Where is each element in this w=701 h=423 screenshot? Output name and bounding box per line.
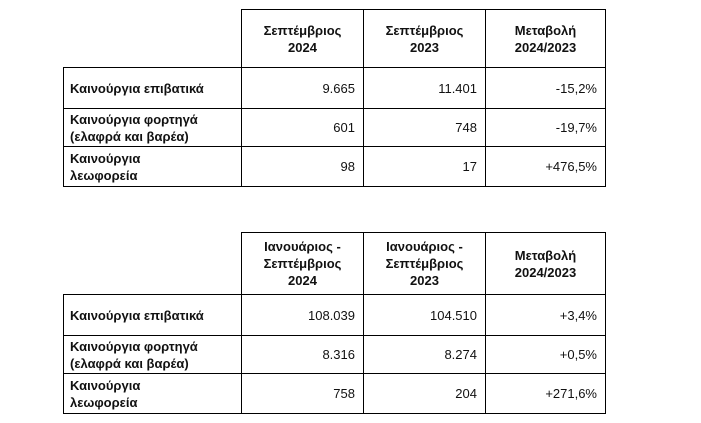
- row-label-line: Καινούργια: [70, 150, 141, 166]
- header-line: 2024/2023: [514, 264, 577, 280]
- row-label-line: (ελαφρά και βαρέα): [70, 355, 189, 371]
- header-empty-cell: [64, 10, 242, 68]
- header-line: Μεταβολή: [514, 247, 577, 263]
- table-row: [64, 374, 606, 414]
- row-label-line: Καινούργια φορτηγά: [70, 338, 198, 354]
- header-line: Σεπτέμβριος: [385, 256, 464, 271]
- value-change: -19,7%: [486, 109, 606, 147]
- row-label: [64, 374, 242, 414]
- row-label: [64, 295, 242, 336]
- row-label-line: Καινούργια: [70, 377, 141, 393]
- table-row: [64, 109, 606, 147]
- value-2024: 98: [242, 147, 364, 187]
- monthly-registrations-table: [63, 9, 606, 187]
- value-2024: 758: [242, 374, 364, 414]
- header-col-2023: [364, 233, 486, 295]
- table-header-row: [64, 233, 606, 295]
- value-change: +271,6%: [486, 374, 606, 414]
- header-line: 2024: [288, 39, 317, 55]
- row-label-line: Καινούργια φορτηγά: [70, 111, 198, 127]
- value-2024: 8.316: [242, 336, 364, 374]
- row-label: [64, 147, 242, 187]
- row-label-line: (ελαφρά και βαρέα): [70, 128, 189, 144]
- header-col-change: [486, 10, 606, 68]
- table-row: [64, 336, 606, 374]
- row-label-line: Καινούργια επιβατικά: [70, 307, 204, 323]
- value-2023: 748: [364, 109, 486, 147]
- header-col-2023: [364, 10, 486, 68]
- table-row: [64, 295, 606, 336]
- table-header-row: [64, 10, 606, 68]
- header-line: 2024: [288, 273, 317, 288]
- row-label: [64, 109, 242, 147]
- header-col-change: [486, 233, 606, 295]
- value-2023: 204: [364, 374, 486, 414]
- header-line: Ιανουάριος -: [386, 239, 463, 254]
- value-2023: 11.401: [364, 68, 486, 109]
- value-2024: 108.039: [242, 295, 364, 336]
- row-label-line: Καινούργια επιβατικά: [70, 80, 204, 96]
- header-line: Σεπτέμβριος: [263, 256, 342, 271]
- header-line: 2023: [410, 273, 439, 288]
- row-label: [64, 68, 242, 109]
- ytd-registrations-table: [63, 232, 606, 414]
- value-change: +0,5%: [486, 336, 606, 374]
- value-2024: 9.665: [242, 68, 364, 109]
- table-row: [64, 68, 606, 109]
- header-empty-cell: [64, 233, 242, 295]
- header-line: 2023: [410, 39, 439, 55]
- header-line: Σεπτέμβριος: [263, 22, 342, 38]
- row-label-line: λεωφορεία: [70, 394, 138, 410]
- header-line: Σεπτέμβριος: [385, 22, 464, 38]
- row-label: [64, 336, 242, 374]
- header-col-2024: [242, 10, 364, 68]
- value-2023: 8.274: [364, 336, 486, 374]
- value-change: +3,4%: [486, 295, 606, 336]
- value-change: +476,5%: [486, 147, 606, 187]
- header-line: 2024/2023: [514, 39, 577, 55]
- value-2023: 17: [364, 147, 486, 187]
- value-change: -15,2%: [486, 68, 606, 109]
- table-row: [64, 147, 606, 187]
- value-2023: 104.510: [364, 295, 486, 336]
- header-line: Ιανουάριος -: [264, 239, 341, 254]
- row-label-line: λεωφορεία: [70, 167, 138, 183]
- header-line: Μεταβολή: [514, 22, 577, 38]
- value-2024: 601: [242, 109, 364, 147]
- header-col-2024: [242, 233, 364, 295]
